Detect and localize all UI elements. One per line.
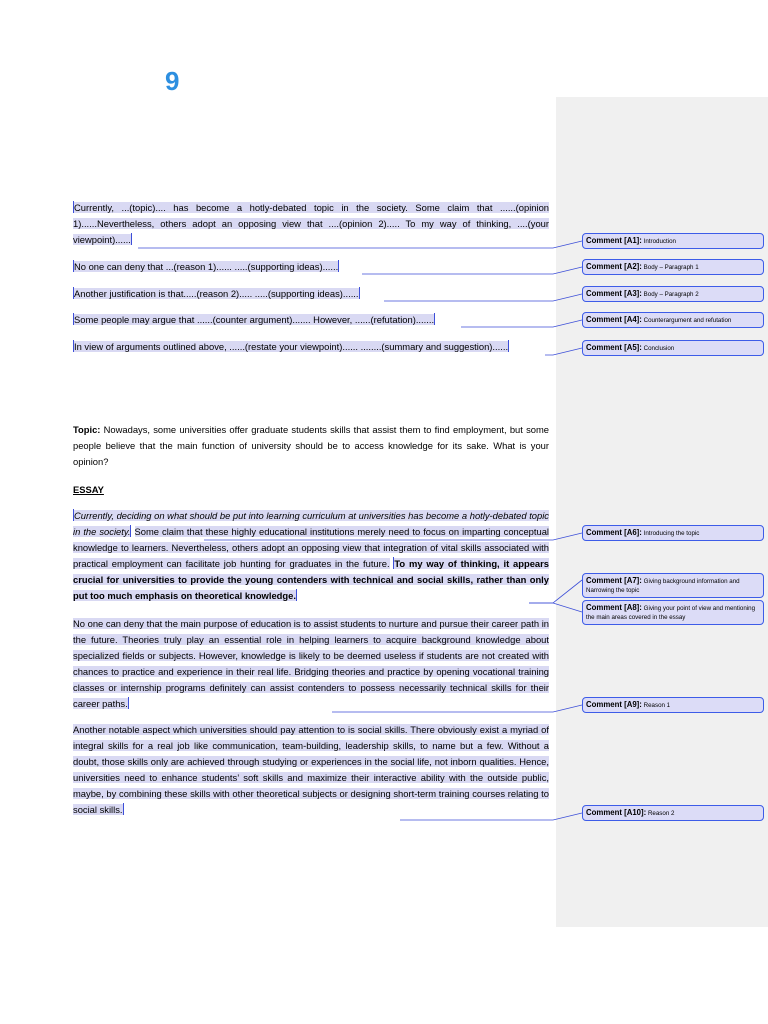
comment-label: Comment [A6]: [586, 528, 642, 537]
comment-label: Comment [A7]: [586, 576, 642, 585]
comment-a2[interactable] [582, 259, 764, 275]
comment-a1[interactable] [582, 233, 764, 249]
comment-label: Comment [A8]: [586, 603, 642, 612]
comment-text: Giving background information and Narrowing the topic [586, 578, 740, 594]
template-body-paragraph-2[interactable] [73, 286, 549, 302]
comment-text: Counterargument and refutation [643, 317, 732, 324]
template-conclusion[interactable] [73, 339, 549, 355]
comment-anchor-a2-end [338, 260, 339, 272]
comment-a8[interactable] [582, 600, 764, 625]
comment-a9[interactable] [582, 697, 764, 713]
comment-text: Introducing the topic [643, 530, 700, 537]
page-number: 9 [165, 66, 180, 96]
comment-text: Reason 2 [647, 810, 675, 817]
topic-text: Nowadays, some universities offer graduate students skills that assist them to find employment, but some people believe that the main function of university should be to access knowledge for its sake. What is your opinion? [73, 424, 549, 467]
comment-anchor-a8-end [296, 589, 297, 601]
essay-body-paragraph-2-text: Another notable aspect which universities should pay attention to is social skills. There obviously exist a myriad of integral skills for a real job like communication, team-building, leadership skills, to name but a few. Without a doubt, those skills only are achieved through studying or experiences in the social life, not inborn qualities. Hence, universities need to enhance students’ soft skills and maximize their interactive ability with the outside public, maybe, by combining these skills with other theoretical subjects or designing short-term training courses relating to social skills. [73, 724, 549, 815]
comment-label: Comment [A9]: [586, 700, 642, 709]
comment-label: Comment [A5]: [586, 343, 642, 352]
topic-label: Topic: [73, 424, 101, 435]
comment-a4[interactable] [582, 312, 764, 328]
template-counterargument-text: Some people may argue that ......(counter argument)....... However, ......(refutation)....... [74, 314, 435, 325]
essay-heading: ESSAY [73, 484, 104, 495]
comment-a10[interactable] [582, 805, 764, 821]
comment-text: Body – Paragraph 1 [643, 264, 699, 271]
comment-text: Conclusion [643, 345, 675, 352]
comment-text: Reason 1 [643, 702, 671, 709]
template-introduction[interactable] [73, 200, 549, 248]
essay-topic [73, 422, 549, 470]
comment-label: Comment [A10]: [586, 808, 647, 817]
comment-anchor-a7-start [130, 525, 131, 537]
essay-intro-background: Some claim that these highly educational institutions merely need to focus on imparting conceptual knowledge to learners. Nevertheless, others adopt an opposing view that integration of vital skills associated with practical employment can facilitate job hunting for graduates in the future. [73, 526, 550, 569]
comment-text: Giving your point of view and mentioning the main areas covered in the essay [586, 605, 756, 621]
comment-a7[interactable] [582, 573, 764, 598]
comment-anchor-a4-end [434, 313, 435, 325]
essay-intro-thesis: To my way of thinking, it appears crucial for universities to provide the young contenders with technical and social skills, rather than only put too much emphasis on theoretical knowledge. [73, 558, 549, 601]
essay-body-paragraph-1-text: No one can deny that the main purpose of education is to assist students to nurture and pursue their career path in the future. Theories truly play an essential role in helping learners to acquire background knowledge about specialized fields or subjects. However, knowledge is likely to be deemed useless if students are not created with chances to practice and experience in their real life. Bridging theories and practice by opening vocational training classes or internship programs definitely can assist contenders to possess necessarily technical skills for their career paths. [73, 618, 549, 709]
comment-anchor-a1-end [131, 233, 132, 245]
comment-anchor-a3-end [359, 287, 360, 299]
template-body-paragraph-1-text: No one can deny that ...(reason 1)...... .....(supporting ideas)...... [74, 261, 339, 272]
essay-body-paragraph-2[interactable] [73, 722, 549, 818]
template-body-paragraph-2-text: Another justification is that.....(reason 2)..... .....(supporting ideas)...... [74, 288, 359, 299]
comment-a3[interactable] [582, 286, 764, 302]
comment-anchor-a10-end [123, 803, 124, 815]
comment-label: Comment [A2]: [586, 262, 642, 271]
template-body-paragraph-1[interactable] [73, 259, 549, 275]
comment-text: Body – Paragraph 2 [643, 291, 699, 298]
template-conclusion-text: In view of arguments outlined above, ......(restate your viewpoint)...... ........(summary and suggestion)...... [74, 341, 509, 352]
comment-a6[interactable] [582, 525, 764, 541]
comment-text: Introduction [643, 238, 676, 245]
comment-label: Comment [A3]: [586, 289, 642, 298]
comment-label: Comment [A1]: [586, 236, 642, 245]
comment-anchor-a5-end [508, 340, 509, 352]
comment-a5[interactable] [582, 340, 764, 356]
essay-introduction[interactable] [73, 508, 549, 604]
comment-anchor-a9-end [128, 697, 129, 709]
essay-body-paragraph-1[interactable] [73, 616, 549, 712]
template-introduction-text: Currently, ...(topic).... has become a hotly-debated topic in the society. Some claim that ......(opinion 1)......Nevertheless, others adopt an opposing view that ....(opinion 2)..... To my way of thinking, ....(your viewpoint)...... [73, 202, 549, 245]
template-counterargument[interactable] [73, 312, 549, 328]
comment-label: Comment [A4]: [586, 315, 642, 324]
essay-intro-hook: Currently, deciding on what should be put into learning curriculum at universities has become a hotly-debated topic in the society. [73, 510, 549, 537]
